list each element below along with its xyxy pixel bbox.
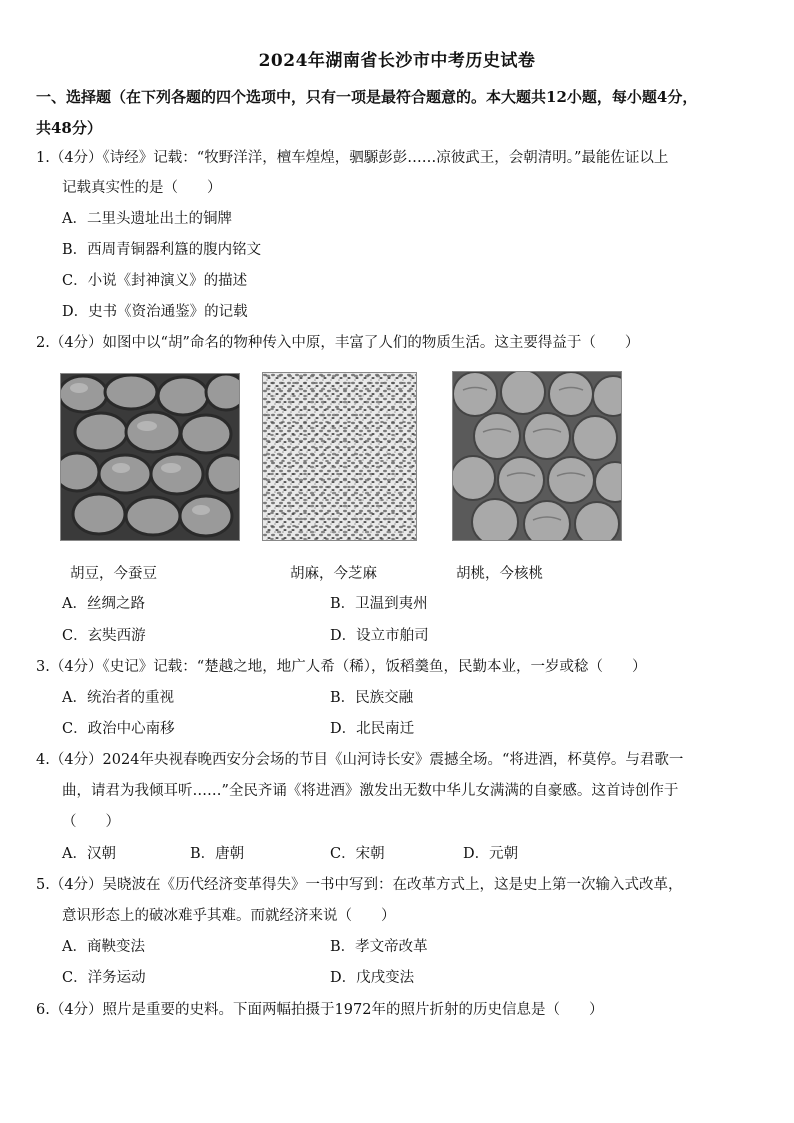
question-2-option-a: A．丝绸之路 [62,596,145,612]
question-3-option-c: C．政治中心南移 [62,721,175,737]
question-4-option-a: A．汉朝 [62,846,116,862]
question-2-option-c: C．玄奘西游 [62,628,146,644]
walnuts-photo [452,371,622,541]
question-4-option-c: C．宋朝 [330,846,385,862]
question-1-option-b: B．西周青铜器利簋的腹内铭文 [62,242,262,258]
question-3-option-d: D．北民南迁 [330,721,415,737]
broad-beans-caption: 胡豆，今蚕豆 [70,566,157,582]
broad-beans-photo [60,373,240,541]
section-heading-line-2: 共48分） [36,119,102,137]
question-4-stem-cont: 曲，请君为我倾耳听……”全民齐诵《将进酒》激发出无数中华儿女满满的自豪感。这首诗创作于 [62,783,679,799]
question-2-option-d: D．设立市舶司 [330,628,429,644]
question-4-stem: 4.（4分）2024年央视春晚西安分会场的节目《山河诗长安》震撼全场。“将进酒，杯莫停。与君歌一 [36,752,684,768]
question-6-stem: 6.（4分）照片是重要的史料。下面两幅拍摄于1972年的照片折射的历史信息是（ ） [36,1002,604,1018]
question-1-option-d: D．史书《资治通鉴》的记载 [62,304,248,320]
section-heading-line-1: 一、选择题（在下列各题的四个选项中，只有一项是最符合题意的。本大题共12小题，每小题4分， [36,88,698,106]
question-5-option-a: A．商鞅变法 [62,939,145,955]
question-5-option-b: B．孝文帝改革 [330,939,428,955]
question-5-stem-cont: 意识形态上的破冰难乎其难。而就经济来说（ ） [62,908,396,924]
question-5-stem: 5.（4分）吴晓波在《历代经济变革得失》一书中写到：在改革方式上，这是史上第一次输入式改革， [36,877,683,893]
sesame-caption: 胡麻，今芝麻 [290,566,377,582]
question-4-stem-cont-2: （ ） [62,814,120,830]
question-4-option-d: D．元朝 [463,846,519,862]
question-5-option-c: C．洋务运动 [62,970,146,986]
section-heading [36,82,760,144]
question-3-stem: 3.（4分）《史记》记载：“楚越之地，地广人希（稀），饭稻羹鱼，民勤本业，一岁或稔（ ） [36,659,647,675]
question-4-option-b: B．唐朝 [190,846,245,862]
question-1-stem: 1.（4分）《诗经》记载：“牧野洋洋，檀车煌煌，驷騵彭彭……凉彼武王，会朝清明。”最能佐证以上 [36,150,669,166]
walnuts-caption: 胡桃，今核桃 [456,566,543,582]
question-1-option-a: A．二里头遗址出土的铜牌 [62,211,232,227]
page-title: 2024年湖南省长沙市中考历史试卷 [258,51,536,71]
question-3-option-b: B．民族交融 [330,690,414,706]
question-2-option-b: B．卫温到夷州 [330,596,428,612]
question-5-option-d: D．戊戌变法 [330,970,415,986]
question-3-option-a: A．统治者的重视 [62,690,174,706]
question-1-option-c: C．小说《封神演义》的描述 [62,273,248,289]
question-2-stem: 2.（4分）如图中以“胡”命名的物种传入中原，丰富了人们的物质生活。这主要得益于（ ） [36,335,640,351]
question-1-stem-cont: 记载真实性的是（ ） [62,180,222,196]
sesame-photo [262,372,417,541]
